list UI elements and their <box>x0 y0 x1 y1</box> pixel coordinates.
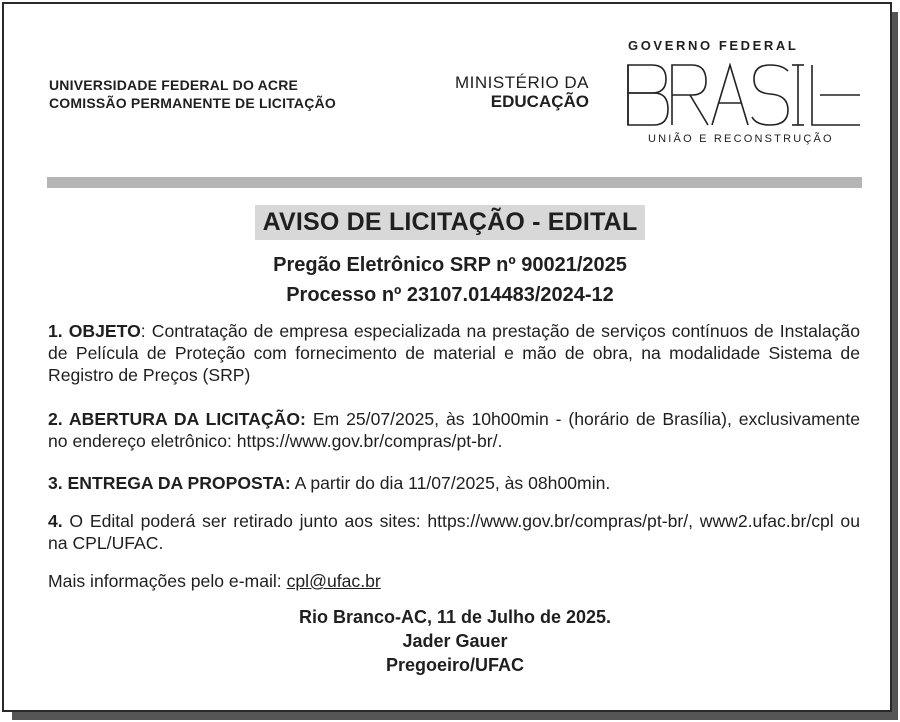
title-wrap <box>0 205 900 240</box>
objeto-text: : Contratação de empresa especializada na prestação de serviços contínuos de Instalação de Película de Proteção com fornecimento de material e mão de obra, na modalidade Sistema de Registro de Preços (SRP) <box>48 321 860 385</box>
header-divider <box>47 177 862 188</box>
edital-label: 4. <box>48 511 63 531</box>
entrega-text: A partir do dia 11/07/2025, às 08h00min. <box>290 473 611 493</box>
info-text: Mais informações pelo e-mail: <box>48 571 287 591</box>
notice-title: AVISO DE LICITAÇÃO - EDITAL <box>255 205 646 240</box>
ministry-line2: EDUCAÇÃO <box>490 92 590 111</box>
edital-text: O Edital poderá ser retirado junto aos sites: https://www.gov.br/compras/pt-br/, www2.ufac.br/cpl ou na CPL/UFAC. <box>48 511 860 553</box>
brasil-logo <box>626 63 862 127</box>
gov-federal-label: GOVERNO FEDERAL <box>628 38 799 53</box>
institution-block <box>49 76 336 112</box>
section-entrega <box>48 472 860 494</box>
email-link[interactable]: cpl@ufac.br <box>286 571 381 591</box>
place-date: Rio Branco-AC, 11 de Julho de 2025. <box>298 607 612 627</box>
processo-number: Processo nº 23107.014483/2024-12 <box>286 284 614 306</box>
entrega-label: 3. ENTREGA DA PROPOSTA: <box>48 473 291 493</box>
frame-shadow-bottom <box>12 712 898 720</box>
objeto-label: 1. OBJETO <box>48 321 141 341</box>
section-edital <box>48 510 860 554</box>
slogan: UNIÃO E RECONSTRUÇÃO <box>648 133 834 145</box>
section-objeto <box>48 320 860 386</box>
signer-role: Pregoeiro/UFAC <box>385 655 525 675</box>
abertura-text: Em 25/07/2025, às 10h00min - (horário de Brasília), exclusivamente no endereço eletrônico: https://www.gov.br/compras/pt-br/. <box>48 409 860 451</box>
ministry-line1: MINISTÉRIO DA <box>455 73 590 92</box>
signer-name: Jader Gauer <box>402 631 508 651</box>
section-abertura <box>48 408 860 452</box>
commission-name: COMISSÃO PERMANENTE DE LICITAÇÃO <box>49 95 336 111</box>
ministry-block <box>455 73 589 111</box>
abertura-label: 2. ABERTURA DA LICITAÇÃO: <box>48 409 306 429</box>
section-info <box>48 570 860 592</box>
pregao-number: Pregão Eletrônico SRP nº 90021/2025 <box>273 254 627 276</box>
institution-name: UNIVERSIDADE FEDERAL DO ACRE <box>49 77 299 93</box>
